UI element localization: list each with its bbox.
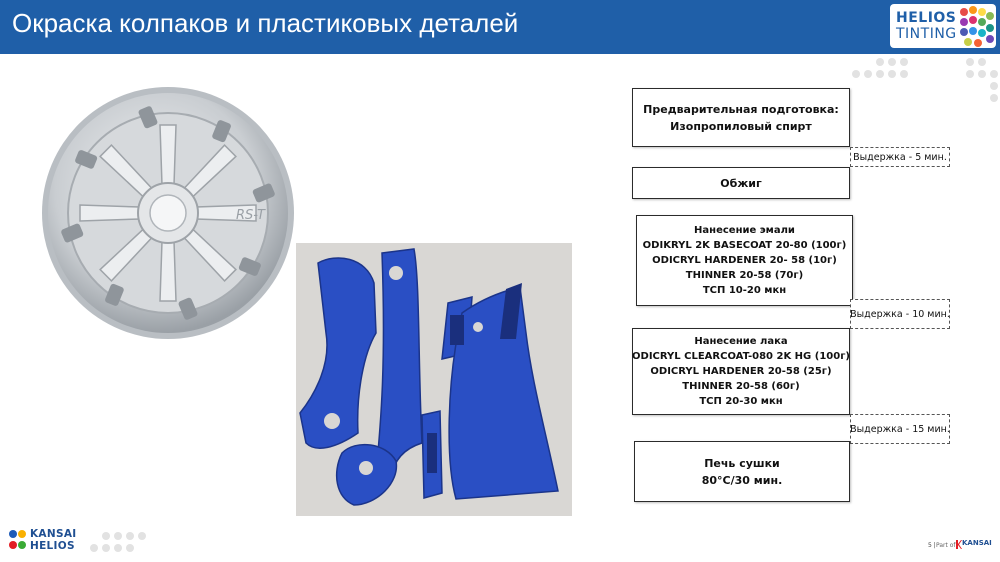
kansai-helios-logo [8, 528, 98, 556]
hold-time-5: Выдержка - 5 мин. [850, 147, 950, 167]
step-line: ТСП 20-30 мкн [699, 396, 783, 407]
step-preparation [632, 88, 850, 147]
wheel-emboss-text: RS-T [236, 208, 265, 223]
hold-time-10: Выдержка - 10 мин. [850, 299, 950, 329]
blue-plastic-parts-image [296, 243, 572, 516]
color-swatch-icon [956, 4, 996, 48]
wheel-cover-image [40, 85, 296, 341]
step-line: ODICRYL CLEARCOAT-080 2K HG (100г) [632, 351, 850, 362]
step-line: ODICRYL HARDENER 20- 58 (10г) [652, 255, 837, 266]
step-line: Нанесение лака [694, 336, 788, 347]
step-varnish [632, 328, 850, 415]
step-line: ТСП 10-20 мкн [702, 285, 787, 296]
step-line: THINNER 20-58 (70г) [685, 270, 804, 281]
step-line: ODIKRYL 2K BASECOAT 20-80 (100г) [642, 240, 847, 251]
step-line: Предварительная подготовка: [643, 102, 839, 116]
brand-dots-icon [8, 528, 28, 556]
brand-kansai-text: KANSAI [30, 528, 77, 540]
step-line: ODICRYL HARDENER 20-58 (25г) [650, 366, 832, 377]
page-number: 5 | [928, 542, 936, 549]
step-enamel [636, 215, 853, 306]
page-title: Окраска колпаков и пластиковых деталей [12, 8, 519, 38]
step-line: THINNER 20-58 (60г) [682, 381, 800, 392]
kansai-paint-text: KANSAI [962, 539, 992, 547]
plastic-parts-drawing [296, 243, 572, 516]
step-firing [632, 167, 850, 199]
brand-helios-text: HELIOS [30, 540, 75, 552]
logo-helios-text: HELIOS [896, 10, 957, 26]
step-line: 80°C/30 мин. [701, 473, 783, 487]
hold-time-15: Выдержка - 15 мин. [850, 414, 950, 444]
logo-tinting-text: TINTING [896, 26, 957, 42]
step-drying-oven [634, 441, 850, 502]
step-line: Обжиг [720, 176, 762, 190]
decorative-dots-bottom [90, 531, 150, 555]
header-bar [0, 0, 1000, 54]
decorative-dots-top [848, 56, 1000, 116]
step-line: Нанесение эмали [694, 225, 795, 236]
step-line: Изопропиловый спирт [670, 119, 812, 133]
step-line: Печь сушки [704, 456, 780, 470]
helios-tinting-logo [890, 4, 996, 48]
part-of-text: Part of [936, 542, 956, 549]
